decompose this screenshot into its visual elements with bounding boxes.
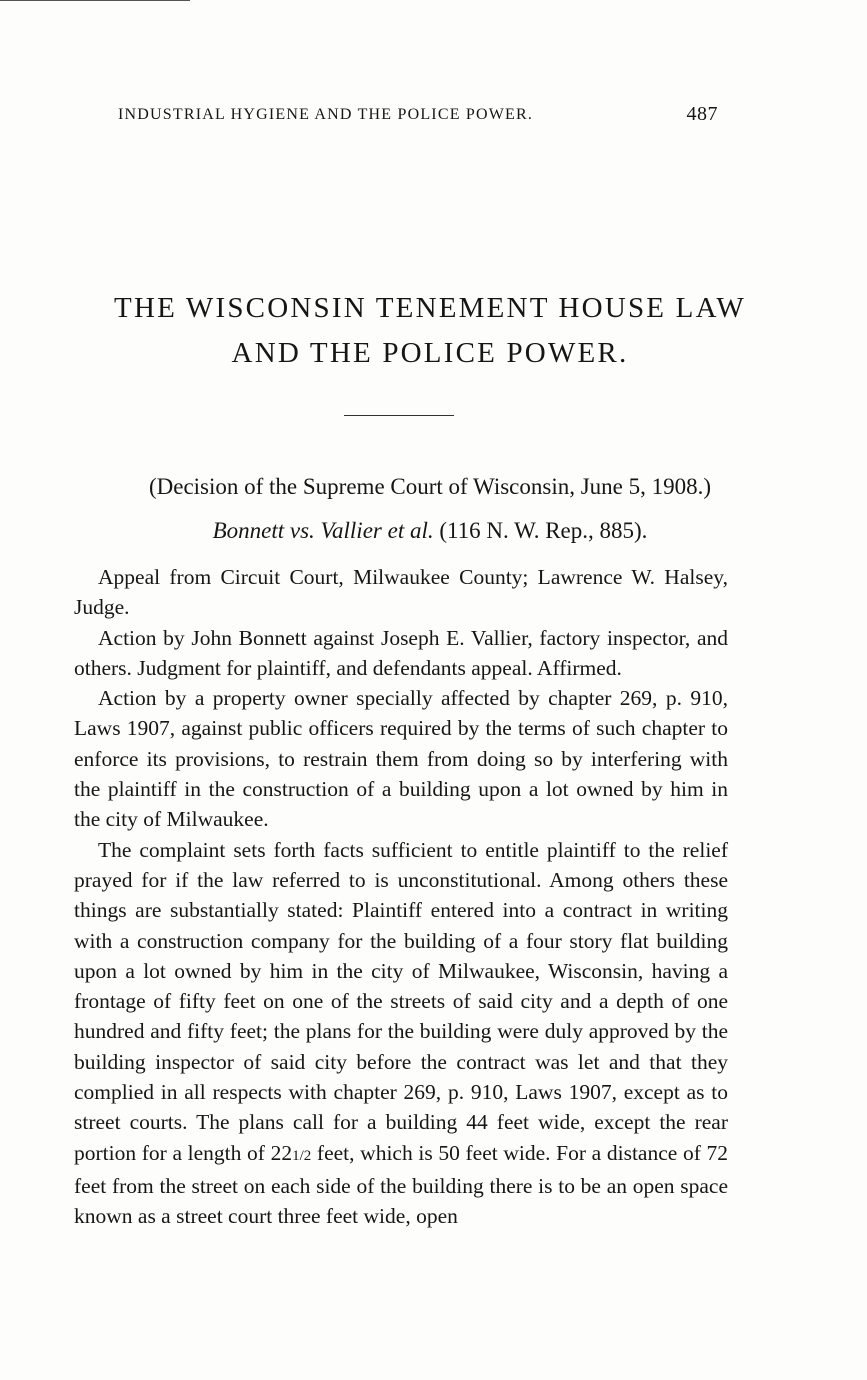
- article-title-line-1: THE WISCONSIN TENEMENT HOUSE LAW: [114, 292, 746, 324]
- complaint-text-start: The complaint sets forth facts sufficient to entitle plaintiff to the relief prayed for if the law referred to is unconstitutional. Among others these things are substantially stated: Plaintiff entered into a contract in writing with a construction company for the building of a four story flat building upon a lot owned by him in the city of Milwaukee, Wisconsin, having a frontage of fifty feet on one of the streets of said city and a depth of one hundred and fifty feet; the plans for the building were duly approved by the building inspector of said city before the contract was let and that they complied in all respects with chapter 269, p. 910, Laws 1907, except as to street courts. The plans call for a building 44 feet wide, except the rear portion for a length of 22: [74, 837, 728, 1165]
- paragraph-action: Action by John Bonnett against Joseph E. Vallier, factory inspector, and others. Judgment for plaintiff, and defendants appeal. Affirmed.: [74, 625, 728, 680]
- top-rule: [0, 0, 190, 1]
- body-text: [74, 562, 728, 1232]
- case-citation: [60, 516, 800, 546]
- fraction-half: 1/2: [292, 1147, 312, 1164]
- running-head: [118, 104, 718, 130]
- page-number: 487: [686, 103, 718, 125]
- case-name: Bonnett vs. Vallier et al.: [212, 518, 434, 543]
- article-title: [60, 286, 800, 376]
- paragraph-complaint: [74, 835, 728, 1232]
- title-divider: [344, 415, 454, 416]
- paragraph-property-owner: Action by a property owner specially affected by chapter 269, p. 910, Laws 1907, against public officers required by the terms of such chapter to enforce its provisions, to restrain them from doing so by interfering with the plaintiff in the construction of a building upon a lot owned by him in the city of Milwaukee.: [74, 686, 728, 832]
- case-reference: (116 N. W. Rep., 885).: [439, 518, 648, 543]
- paragraph-appeal: Appeal from Circuit Court, Milwaukee County; Lawrence W. Halsey, Judge.: [74, 565, 728, 620]
- running-head-title: INDUSTRIAL HYGIENE AND THE POLICE POWER.: [118, 106, 534, 123]
- decision-note: (Decision of the Supreme Court of Wisconsin, June 5, 1908.): [148, 474, 712, 499]
- article-title-line-2: AND THE POLICE POWER.: [231, 337, 629, 369]
- complaint-text-end: feet, which is 50 feet wide. For a distance of 72 feet from the street on each side of the building there is to be an open space known as a street court three feet wide, open: [74, 1140, 729, 1229]
